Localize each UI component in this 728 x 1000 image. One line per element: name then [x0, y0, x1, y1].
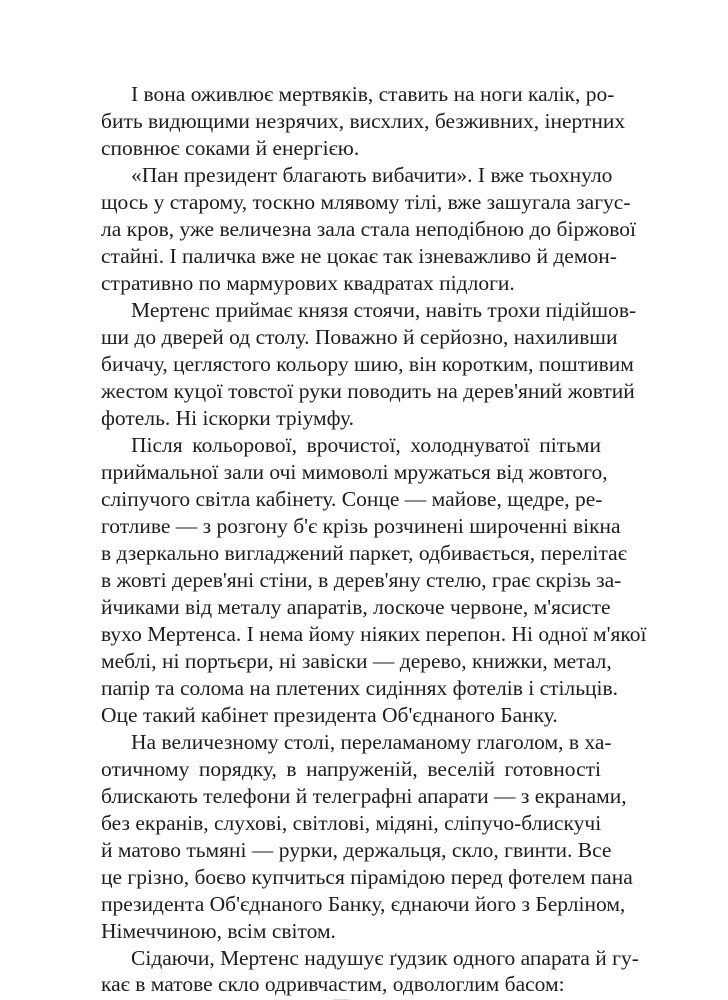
text-line: в жовті дерев'яні стіни, в дерев'яну стелю, грає скрізь за- — [101, 568, 622, 592]
text-line: ши до дверей од столу. Поважно й серйозно, нахиливши — [101, 325, 618, 349]
text-line: отичному порядку, в напруженій, веселій готовності — [101, 757, 601, 781]
text-line: щось у старому, тоскно млявому тілі, вже зашугала загус- — [101, 190, 631, 214]
text-line: це грізно, боєво купчиться пірамідою перед фотелем пана — [101, 865, 633, 889]
text-line: «Пан президент благають вибачити». І вже тьохнуло — [131, 163, 613, 187]
text-line: меблі, ні портьєри, ні завіски — дерево, книжки, метал, — [101, 649, 612, 673]
text-line: На величезному столі, переламаному глаголом, в ха- — [131, 730, 612, 754]
text-line: Мертенс приймає князя стоячи, навіть трохи підійшов- — [131, 298, 637, 322]
text-line: сповнює соками й енергією. — [101, 136, 360, 160]
text-line: готливе — з розгону б'є крізь розчинені широченні вікна — [101, 514, 621, 538]
text-line: президента Об'єднаного Банку, єднаючи його з Берліном, — [101, 892, 626, 916]
text-line: папір та солома на плетених сидіннях фотелів і стільців. — [101, 676, 619, 700]
text-line: кає в матове скло одривчастим, одвологлим басом: — [101, 972, 565, 996]
text-line: стративно по мармурових квадратах підлоги. — [101, 271, 515, 295]
page-number-fragment: — — [333, 991, 349, 1000]
text-line: без екранів, слухові, світлові, мідяні, сліпучо-блискучі — [101, 811, 602, 835]
text-line: Сідаючи, Мертенс надушує ґудзик одного апарата й гу- — [131, 946, 639, 970]
text-line: бить видющими незрячих, висхлих, безживних, інертних — [101, 109, 626, 133]
text-line: ла кров, уже величезна зала стала неподібною до біржової — [101, 217, 636, 241]
text-line: Німеччиною, всім світом. — [101, 919, 336, 943]
text-line: жестом куцої товстої руки поводить на дерев'яний жовтий — [101, 379, 635, 403]
text-line: Оце такий кабінет президента Об'єднаного Банку. — [101, 703, 558, 727]
text-line: Після кольорової, врочистої, холоднуватої пітьми — [131, 433, 601, 457]
text-line: стайні. І паличка вже не цокає так ізневажливо й демон- — [101, 244, 617, 268]
text-line: І вона оживлює мертвяків, ставить на ноги калік, ро- — [131, 82, 615, 106]
text-line: фотель. Ні іскорки тріумфу. — [101, 406, 355, 430]
text-line: вухо Мертенса. І нема йому ніяких перепон. Ні одної м'якої — [101, 622, 647, 646]
text-line: приймальної зали очі мимоволі мружаться від жовтого, — [101, 460, 608, 484]
text-line: й матово тьмяні — рурки, держальця, скло, гвинти. Все — [101, 838, 612, 862]
text-line: в дзеркально вигладжений паркет, одбивається, перелітає — [101, 541, 627, 565]
text-line: блискають телефони й телеграфні апарати — з екранами, — [101, 784, 627, 808]
text-line: сліпучого світла кабінету. Сонце — майове, щедре, ре- — [101, 487, 603, 511]
text-line: бичачу, цеглястого кольору шию, він коротким, поштивим — [101, 352, 634, 376]
text-line: йчиками від металу апаратів, лоскоче червоне, м'ясисте — [101, 595, 611, 619]
